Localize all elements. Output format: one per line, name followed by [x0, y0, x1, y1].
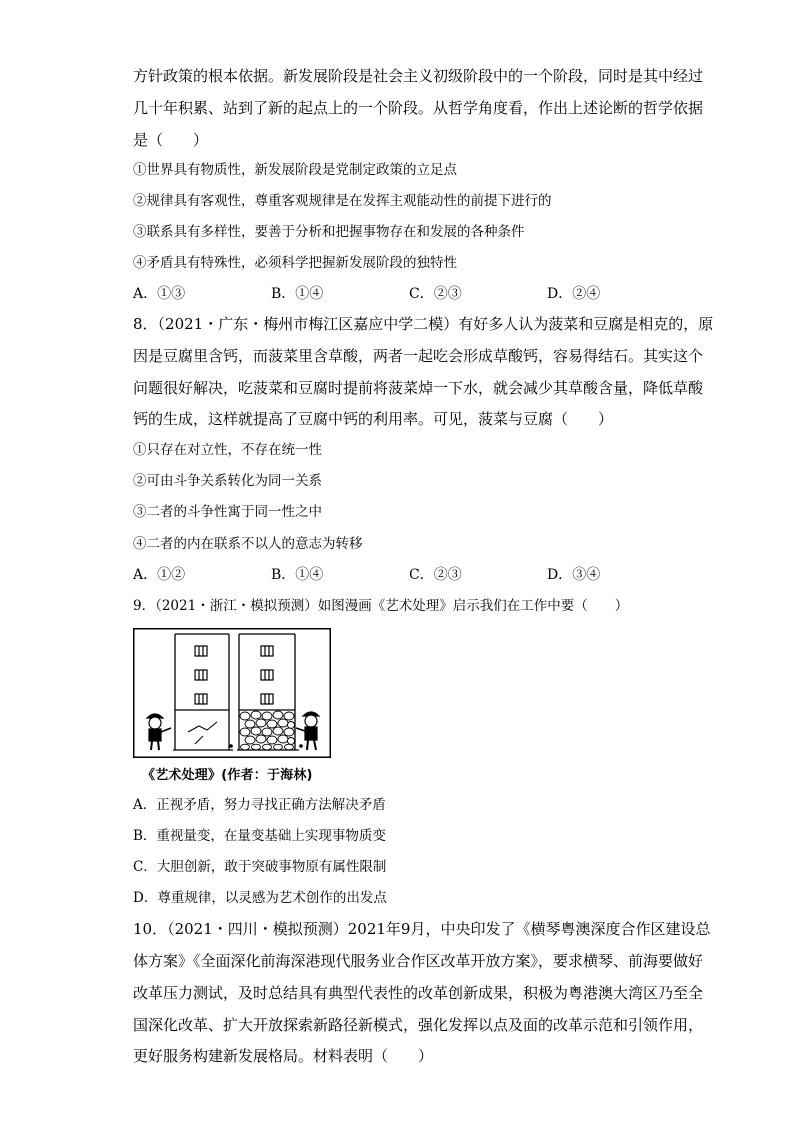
q7-stem-line-3: 是（ ） — [133, 131, 209, 149]
q8-statement-1: ①只存在对立性，不存在统一性 — [133, 442, 322, 458]
q10-stem-line-5: 更好服务构建新发展格局。材料表明（ ） — [133, 1047, 434, 1065]
q9-option-a: A．正视矛盾，努力寻找正确方法解决矛盾 — [133, 797, 386, 813]
q7-stem-line-1: 方针政策的根本依据。新发展阶段是社会主义初级阶段中的一个阶段，同时是其中经过 — [133, 67, 704, 85]
q7-statement-1: ①世界具有物质性，新发展阶段是党制定政策的立足点 — [133, 162, 457, 178]
q10-stem-line-4: 国深化改革、扩大开放探索新路径新模式，强化发挥以点及面的改革示范和引领作用， — [133, 1016, 704, 1034]
q9-option-d: D．尊重规律，以灵感为艺术创作的出发点 — [133, 890, 387, 906]
q8-stem-line-4: 钙的生成，这样就提高了豆腐中钙的利用率。可见，菠菜与豆腐（ ） — [133, 410, 614, 428]
q8-stem-line-2: 因是豆腐里含钙，而菠菜里含草酸，两者一起吃会形成草酸钙，容易得结石。其实这个 — [133, 347, 704, 365]
q8-option-d: D．③④ — [547, 567, 601, 583]
q8-stem-line-3: 问题很好解决，吃菠菜和豆腐时提前将菠菜焯一下水，就会减少其草酸含量，降低草酸 — [133, 379, 704, 397]
q8-option-c: C．②③ — [409, 567, 462, 583]
q7-statement-3: ③联系具有多样性，要善于分析和把握事物存在和发展的各种条件 — [133, 224, 525, 240]
q8-statement-2: ②可由斗争关系转化为同一关系 — [133, 473, 322, 489]
q10-stem-line-2: 体方案》《全面深化前海深港现代服务业合作区改革开放方案》，要求横琴、前海要做好 — [133, 952, 704, 970]
q7-option-d: D．②④ — [547, 286, 601, 302]
q10-stem-line-3: 改革压力测试，及时总结具有典型代表性的改革创新成果，积极为粤港澳大湾区乃至全 — [133, 984, 704, 1002]
q8-statement-4: ④二者的内在联系不以人的意志为转移 — [133, 536, 363, 552]
q7-statement-4: ④矛盾具有特殊性，必须科学把握新发展阶段的独特性 — [133, 255, 457, 271]
cartoon-illustration — [133, 628, 331, 758]
q8-option-a: A．①② — [133, 567, 186, 583]
cartoon-caption: 《艺术处理》(作者：于海林) — [142, 768, 313, 783]
q7-option-a: A．①③ — [133, 286, 186, 302]
q10-stem-line-1: 10．（2021・四川・模拟预测）2021年9月，中央印发了《横琴粤澳深度合作区建设总 — [133, 920, 711, 938]
q7-option-c: C．②③ — [409, 286, 462, 302]
q9-stem: 9．（2021・浙江・模拟预测）如图漫画《艺术处理》启示我们在工作中要（ ） — [133, 598, 629, 614]
q9-option-b: B．重视量变，在量变基础上实现事物质变 — [133, 828, 386, 844]
q8-option-b: B．①④ — [271, 567, 324, 583]
q7-statement-2: ②规律具有客观性，尊重客观规律是在发挥主观能动性的前提下进行的 — [133, 193, 552, 209]
q9-option-c: C．大胆创新，敢于突破事物原有属性限制 — [133, 859, 387, 875]
q8-statement-3: ③二者的斗争性寓于同一性之中 — [133, 504, 322, 520]
q7-stem-line-2: 几十年积累、站到了新的起点上的一个阶段。从哲学角度看，作出上述论断的哲学依据 — [133, 99, 704, 117]
q8-stem-line-1: 8．（2021・广东・梅州市梅江区嘉应中学二模）有好多人认为菠菜和豆腐是相克的，原 — [133, 315, 714, 333]
q7-option-b: B．①④ — [271, 286, 324, 302]
